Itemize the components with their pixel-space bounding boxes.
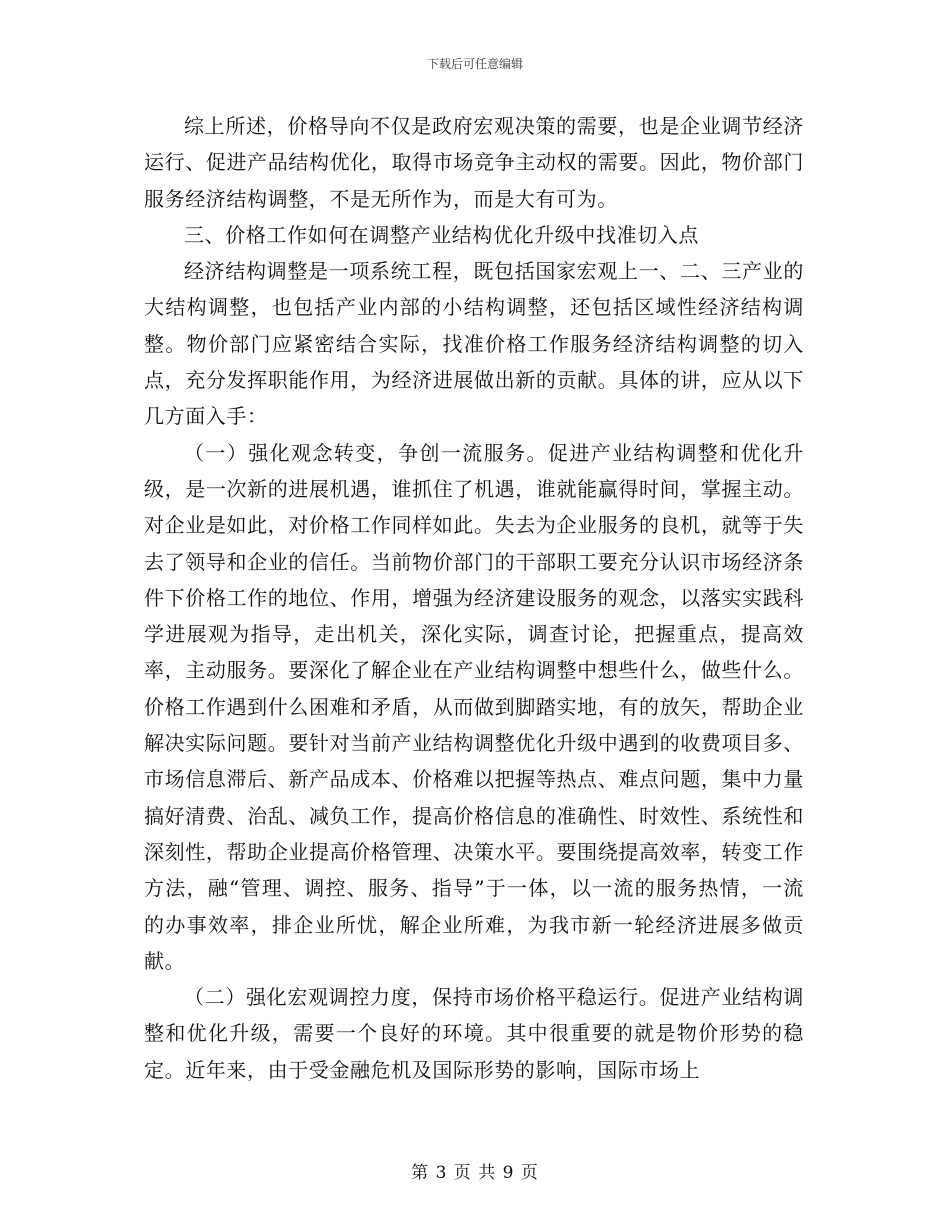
document-body <box>144 108 804 1088</box>
page-header-note: 下载后可任意编辑 <box>426 57 523 71</box>
page-number-footer: 第 3 页 共 9 页 <box>411 1163 539 1183</box>
section-heading: 三、价格工作如何在调整产业结构优化升级中找准切入点 <box>184 222 699 247</box>
paragraph-point-1: （一）强化观念转变，争创一流服务。促进产业结构调整和优化升级，是一次新的进展机遇，谁抓住了机遇，谁就能赢得时间，掌握主动。对企业是如此，对价格工作同样如此。失去为企业服务的良机，就等于失去了领导和企业的信任。当前物价部门的干部职工要充分认识市场经济条件下价格工作的地位、作用，增强为经济建设服务的观念，以落实实践科学进展观为指导，走出机关，深化实际，调查讨论，把握重点，提高效率，主动服务。要深化了解企业在产业结构调整中想些什么，做些什么。价格工作遇到什么困难和矛盾，从而做到脚踏实地，有的放矢，帮助企业解决实际问题。要针对当前产业结构调整优化升级中遇到的收费项目多、市场信息滞后、新产品成本、价格难以把握等热点、难点问题，集中力量搞好清费、治乱、减负工作，提高价格信息的准确性、时效性、系统性和深刻性，帮助企业提高价格管理、决策水平。要围绕提高效率，转变工作方法，融“管理、调控、服务、指导”于一体，以一流的服务热情，一流的办事效率，排企业所忧，解企业所难，为我市新一轮经济进展多做贡献。 <box>144 440 804 973</box>
paragraph-summary: 综上所述，价格导向不仅是政府宏观决策的需要，也是企业调节经济运行、促进产品结构优化，取得市场竞争主动权的需要。因此，物价部门服务经济结构调整，不是无所作为，而是大有可为。 <box>144 114 804 211</box>
paragraph-point-2: （二）强化宏观调控力度，保持市场价格平稳运行。促进产业结构调整和优化升级，需要一个良好的环境。其中很重要的就是物价形势的稳定。近年来，由于受金融危机及国际形势的影响，国际市场上 <box>144 985 804 1082</box>
paragraph-intro: 经济结构调整是一项系统工程，既包括国家宏观上一、二、三产业的大结构调整，也包括产业内部的小结构调整，还包括区域性经济结构调整。物价部门应紧密结合实际，找准价格工作服务经济结构调整的切入点，充分发挥职能作用，为经济进展做出新的贡献。具体的讲，应从以下几方面入手： <box>144 259 804 429</box>
